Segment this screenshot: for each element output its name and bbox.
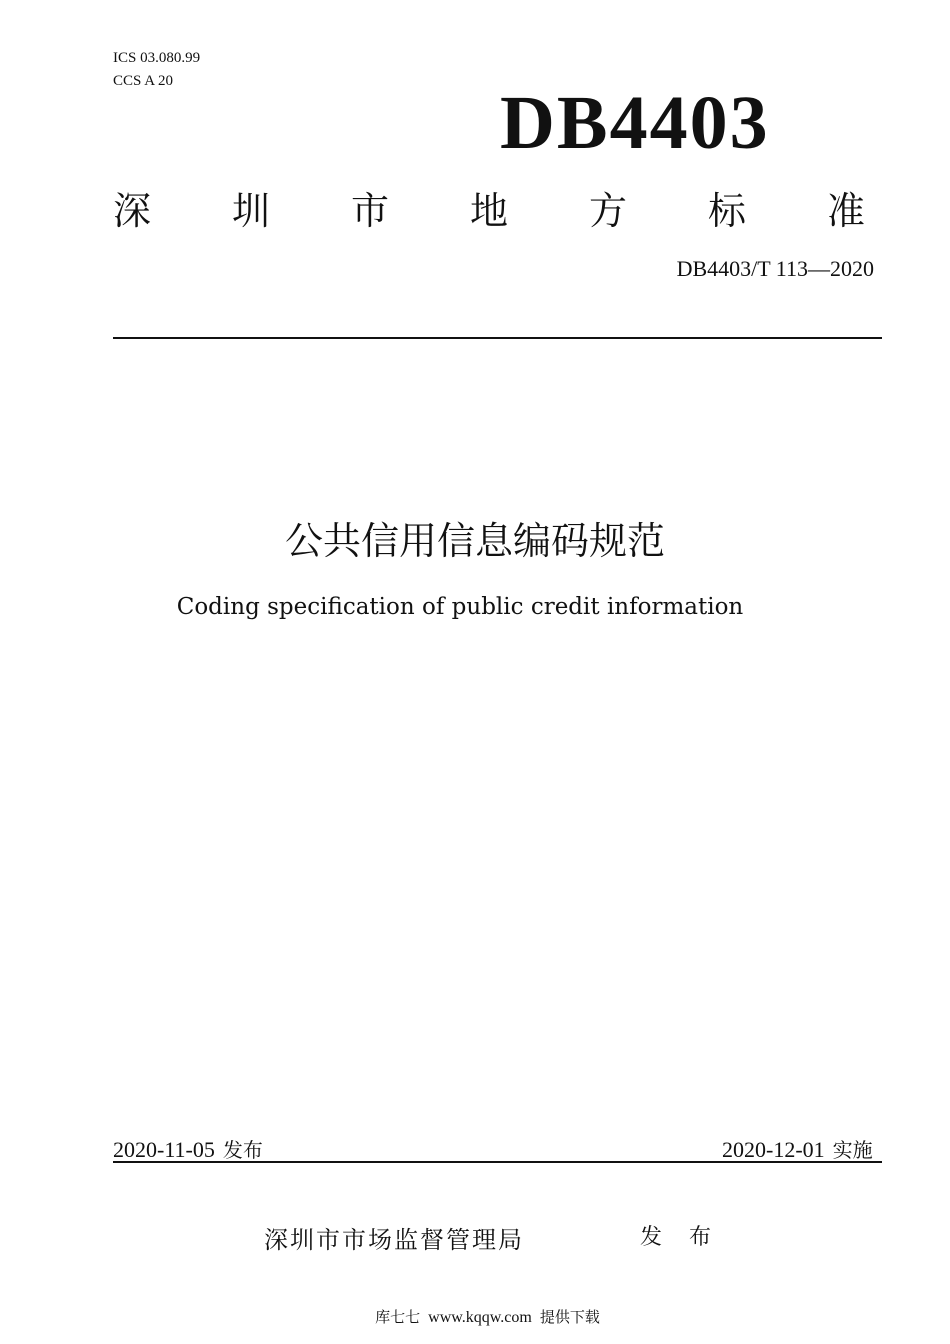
issuer-action: 发 布 — [640, 1225, 721, 1250]
document-title-en: Coding specification of public credit information — [176, 594, 744, 620]
issue-date-line — [113, 1134, 263, 1163]
issue-label: 发布 — [222, 1138, 263, 1162]
standard-type-char: 市 — [351, 189, 390, 233]
classification-codes — [113, 47, 200, 93]
document-title-zh: 公共信用信息编码规范 — [284, 519, 665, 563]
issuer-name: 深圳市市场监督管理局 — [264, 1226, 524, 1254]
issue-date: 2020-11-05 — [113, 1137, 215, 1162]
standard-number: DB4403/T 113—2020 — [676, 256, 874, 281]
standard-type — [113, 180, 865, 235]
footer-divider — [113, 1161, 882, 1163]
header-divider — [113, 337, 882, 339]
implement-date-line — [722, 1134, 873, 1163]
download-footer — [0, 1306, 950, 1327]
standard-type-char: 圳 — [232, 189, 271, 233]
standard-code: DB4403 — [500, 81, 770, 165]
ccs-code: CCS A 20 — [113, 73, 174, 89]
footer-prefix: 库七七 — [375, 1308, 421, 1326]
standard-type-char: 准 — [827, 189, 866, 233]
implement-label: 实施 — [832, 1138, 873, 1162]
footer-suffix: 提供下载 — [539, 1308, 600, 1326]
standard-type-char: 地 — [470, 189, 509, 233]
footer-url[interactable]: www.kqqw.com — [428, 1309, 532, 1326]
ics-code: ICS 03.080.99 — [113, 50, 201, 66]
standard-type-char: 标 — [708, 189, 747, 233]
standard-type-char: 方 — [589, 189, 628, 233]
implement-date: 2020-12-01 — [722, 1137, 825, 1162]
standard-type-char: 深 — [113, 189, 152, 233]
